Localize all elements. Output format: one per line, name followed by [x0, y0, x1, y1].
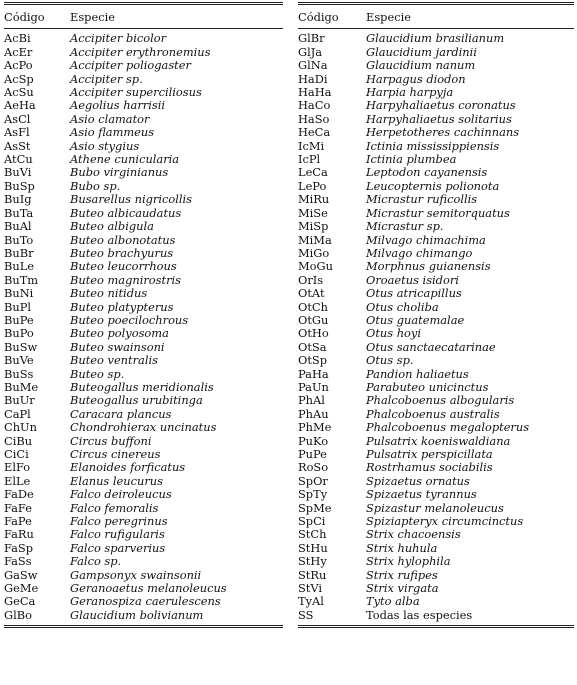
species-cell: Asio clamator — [70, 111, 150, 126]
species-cell: Harpagus diodon — [366, 71, 466, 86]
table-row — [4, 99, 283, 112]
code-cell: MiRu — [298, 192, 330, 207]
table-row — [4, 595, 283, 608]
species-cell: Leptodon cayanensis — [366, 165, 488, 180]
species-cell: Accipiter poliogaster — [70, 58, 191, 73]
table-row — [298, 381, 574, 394]
species-cell: Gampsonyx swainsonii — [70, 567, 202, 582]
code-cell: GaSw — [4, 567, 38, 582]
code-cell: FaSs — [4, 554, 32, 569]
code-cell: BuUr — [4, 393, 35, 408]
species-table-left — [4, 2, 283, 628]
species-cell: Glaucidium bolivianum — [70, 609, 283, 627]
code-cell: BuNi — [4, 286, 34, 301]
code-cell: BuSs — [4, 366, 34, 381]
species-cell: Pulsatrix koeniswaldiana — [366, 433, 511, 448]
code-cell: LePo — [298, 178, 327, 193]
code-cell: BuVe — [4, 353, 34, 368]
code-cell: HaCo — [298, 98, 331, 113]
table-row — [298, 354, 574, 367]
table-row — [4, 488, 283, 501]
species-cell: Buteo ventralis — [70, 353, 158, 368]
table-row — [4, 193, 283, 206]
code-cell: FaRu — [4, 527, 34, 542]
table-row — [4, 153, 283, 166]
table-row — [298, 394, 574, 407]
code-cell: BuSp — [4, 178, 35, 193]
table-row — [4, 126, 283, 139]
species-cell: Strix virgata — [366, 581, 439, 596]
species-cell: Spiziapteryx circumcinctus — [366, 514, 524, 529]
code-cell: SpCi — [298, 514, 326, 529]
table-row — [298, 488, 574, 501]
species-cell: Milvago chimachima — [366, 232, 486, 247]
header-code: Código — [4, 4, 70, 29]
code-cell: BuTo — [4, 232, 34, 247]
table-row — [4, 327, 283, 340]
species-cell: Glaucidium brasilianum — [366, 31, 505, 46]
species-cell: Accipiter superciliosus — [70, 85, 202, 100]
species-cell: Buteo poecilochrous — [70, 312, 189, 327]
table-row — [298, 193, 574, 206]
code-cell: PuKo — [298, 433, 329, 448]
code-cell: BuTa — [4, 205, 34, 220]
code-cell: StVi — [298, 581, 323, 596]
code-cell: HaHa — [298, 85, 332, 100]
species-cell: Buteo brachyurus — [70, 245, 174, 260]
table-row — [4, 341, 283, 354]
species-cell: Tyto alba — [366, 594, 420, 609]
species-cell: Spizaetus tyrannus — [366, 487, 477, 502]
species-cell: Bubo virginianus — [70, 165, 169, 180]
species-cell: Micrastur sp. — [366, 219, 444, 234]
code-cell: AsCl — [4, 111, 31, 126]
species-cell: Accipiter erythronemius — [70, 44, 211, 59]
code-cell: OtCh — [298, 299, 328, 314]
code-cell: BuPe — [4, 312, 34, 327]
code-cell: TyAl — [298, 594, 324, 609]
species-cell: Harpyhaliaetus solitarius — [366, 111, 512, 126]
table-row — [4, 287, 283, 300]
table-row — [298, 435, 574, 448]
species-cell: Micrastur ruficollis — [366, 192, 478, 207]
species-cell: Caracara plancus — [70, 406, 172, 421]
code-cell: AcBi — [4, 31, 31, 46]
species-cell: Buteo albicaudatus — [70, 205, 182, 220]
code-cell: FaDe — [4, 487, 34, 502]
code-cell: AcSu — [4, 85, 34, 100]
species-cell: Otus guatemalae — [366, 312, 465, 327]
code-cell: FaPe — [4, 514, 32, 529]
table-row — [4, 140, 283, 153]
species-cell: Geranoaetus melanoleucus — [70, 581, 227, 596]
table-row — [298, 220, 574, 233]
species-cell: Harpia harpyja — [366, 85, 454, 100]
table-row — [4, 448, 283, 461]
table-row — [298, 301, 574, 314]
table-row — [298, 29, 574, 46]
table-row — [298, 59, 574, 72]
table-row — [298, 46, 574, 59]
code-cell: CaPl — [4, 406, 31, 421]
species-cell: Chondrohierax uncinatus — [70, 420, 217, 435]
table-row — [4, 394, 283, 407]
code-cell: HeCa — [298, 125, 331, 140]
code-cell: BuSw — [4, 339, 38, 354]
species-cell: Pandion haliaetus — [366, 366, 469, 381]
table-row — [4, 528, 283, 541]
table-row — [4, 461, 283, 474]
species-cell: Rostrhamus sociabilis — [366, 460, 493, 475]
code-cell: BuVi — [4, 165, 32, 180]
code-cell: AcPo — [4, 58, 33, 73]
table-row — [298, 207, 574, 220]
species-cell: Falco rufigularis — [70, 527, 165, 542]
table-row — [298, 180, 574, 193]
table-row — [298, 99, 574, 112]
table-row — [4, 421, 283, 434]
table-row — [4, 274, 283, 287]
code-cell: SpTy — [298, 487, 328, 502]
table-row — [298, 515, 574, 528]
species-cell: Circus cinereus — [70, 447, 161, 461]
code-cell: CiBu — [4, 433, 33, 448]
table-row — [4, 73, 283, 86]
species-cell: Geranospiza caerulescens — [70, 594, 221, 609]
table-row — [298, 247, 574, 260]
code-cell: PaHa — [298, 366, 329, 381]
table-row — [298, 287, 574, 300]
species-cell: Circus buffoni — [70, 433, 152, 448]
species-cell: Asio flammeus — [70, 125, 155, 140]
table-row — [4, 29, 283, 46]
species-cell: Buteo albonotatus — [70, 232, 176, 247]
table-row — [298, 502, 574, 515]
table-row — [298, 234, 574, 247]
species-cell: Buteo swainsoni — [70, 339, 165, 354]
table-row — [4, 408, 283, 421]
table-row — [298, 126, 574, 139]
species-cell: Buteo leucorrhous — [70, 259, 177, 274]
species-cell: Falco peregrinus — [70, 514, 168, 529]
species-cell: Buteo sp. — [70, 366, 125, 381]
table-row — [298, 582, 574, 595]
species-cell: Aegolius harrisii — [70, 98, 165, 113]
species-cell: Otus choliba — [366, 299, 439, 314]
code-cell: OrIs — [298, 272, 324, 287]
species-cell: Strix hylophila — [366, 554, 451, 569]
code-cell: HaDi — [298, 71, 328, 86]
species-cell: Elanus leucurus — [70, 473, 163, 488]
code-cell: OtSa — [298, 339, 327, 354]
species-cell: Otus hoyi — [366, 326, 421, 341]
species-cell: Phalcoboenus australis — [366, 406, 500, 421]
species-cell: Falco sp. — [70, 554, 122, 569]
table-row — [4, 582, 283, 595]
species-cell: Herpetotheres cachinnans — [366, 125, 520, 140]
species-cell: Busarellus nigricollis — [70, 192, 192, 207]
code-cell: ChUn — [4, 420, 37, 435]
table-row — [4, 260, 283, 273]
table-row — [4, 609, 283, 627]
code-cell: MiSp — [298, 219, 329, 234]
code-cell: MiSe — [298, 205, 328, 220]
code-cell: IcPl — [298, 152, 321, 167]
table-row — [298, 153, 574, 166]
species-cell: Otus atricapillus — [366, 286, 462, 301]
code-cell: StCh — [298, 527, 327, 542]
species-cell: Buteo platypterus — [70, 299, 174, 314]
code-cell: ElLe — [4, 473, 31, 488]
table-row — [4, 555, 283, 568]
code-cell: PhAu — [298, 406, 329, 421]
table-row — [4, 86, 283, 99]
code-cell: SpOr — [298, 473, 328, 488]
table-row — [298, 140, 574, 153]
header-species: Especie — [366, 4, 574, 29]
table-row — [298, 86, 574, 99]
code-cell: MiMa — [298, 232, 332, 247]
code-cell: AtCu — [4, 152, 33, 167]
table-row — [298, 421, 574, 434]
species-cell: Oroaetus isidori — [366, 272, 459, 287]
species-cell: Falco deiroleucus — [70, 487, 172, 502]
species-cell: Ictinia mississippiensis — [366, 138, 500, 153]
table-row — [4, 475, 283, 488]
species-cell: Falco femoralis — [70, 500, 159, 515]
code-cell: GeCa — [4, 594, 36, 609]
code-cell: OtGu — [298, 312, 329, 327]
code-cell: OtHo — [298, 326, 329, 341]
table-row — [298, 408, 574, 421]
species-cell: Accipiter bicolor — [70, 31, 167, 46]
table-header-row — [298, 4, 574, 29]
table-row — [298, 461, 574, 474]
species-cell: Micrastur semitorquatus — [366, 205, 510, 220]
table-row — [4, 59, 283, 72]
table-row — [4, 113, 283, 126]
code-cell: CiCi — [4, 447, 29, 461]
table-row — [298, 73, 574, 86]
code-cell: StHu — [298, 540, 328, 555]
code-cell: AsSt — [4, 138, 31, 153]
species-cell: Milvago chimango — [366, 245, 473, 260]
code-cell: PhAl — [298, 393, 325, 408]
species-cell: Phalcoboenus megalopterus — [366, 420, 530, 435]
code-cell: BuPo — [4, 326, 34, 341]
species-cell: Buteo albigula — [70, 219, 154, 234]
table-row — [298, 113, 574, 126]
table-header-row — [4, 4, 283, 29]
code-cell: StRu — [298, 567, 327, 582]
species-cell: Bubo sp. — [70, 178, 121, 193]
table-row — [298, 475, 574, 488]
species-cell: Buteo polyosoma — [70, 326, 169, 341]
species-cell: Phalcoboenus albogularis — [366, 393, 515, 408]
species-cell: Buteo magnirostris — [70, 272, 182, 287]
table-row — [298, 341, 574, 354]
species-cell: Buteogallus meridionalis — [70, 379, 214, 394]
code-cell: BuTm — [4, 272, 39, 287]
table-row — [4, 301, 283, 314]
code-cell: MiGo — [298, 245, 330, 260]
species-cell: Todas las especies — [366, 609, 574, 627]
code-cell: AsFl — [4, 125, 30, 140]
table-row — [4, 502, 283, 515]
table-row — [4, 569, 283, 582]
code-cell: AcEr — [4, 44, 33, 59]
species-cell: Spizastur melanoleucus — [366, 500, 504, 515]
species-cell: Strix chacoensis — [366, 527, 461, 542]
code-cell: GlNa — [298, 58, 328, 73]
species-cell: Buteo nitidus — [70, 286, 148, 301]
code-cell: BuAl — [4, 219, 32, 234]
table-row — [4, 314, 283, 327]
code-cell: AeHa — [4, 98, 36, 113]
species-cell: Glaucidium jardinii — [366, 44, 477, 59]
species-cell: Buteogallus urubitinga — [70, 393, 203, 408]
species-cell: Ictinia plumbea — [366, 152, 457, 167]
species-cell: Pulsatrix perspicillata — [366, 447, 493, 461]
table-row — [4, 166, 283, 179]
table-row — [298, 555, 574, 568]
code-cell: FaFe — [4, 500, 32, 515]
species-cell: Morphnus guianensis — [366, 259, 491, 274]
code-cell: PaUn — [298, 379, 329, 394]
table-row — [4, 247, 283, 260]
table-row — [298, 595, 574, 608]
table-body-left — [4, 29, 283, 627]
species-cell: Otus sp. — [366, 353, 414, 368]
table-row — [4, 435, 283, 448]
species-cell: Harpyhaliaetus coronatus — [366, 98, 516, 113]
species-cell: Strix rufipes — [366, 567, 438, 582]
code-cell: LeCa — [298, 165, 328, 180]
code-cell: GlJa — [298, 44, 323, 59]
table-row — [4, 234, 283, 247]
table-row — [4, 381, 283, 394]
code-cell: OtSp — [298, 353, 328, 368]
table-row — [4, 180, 283, 193]
species-cell: Asio stygius — [70, 138, 140, 153]
code-cell: MoGu — [298, 259, 333, 274]
code-cell: BuPl — [4, 299, 32, 314]
species-cell: Parabuteo unicinctus — [366, 379, 489, 394]
table-row — [298, 166, 574, 179]
species-cell: Spizaetus ornatus — [366, 473, 470, 488]
table-row — [298, 528, 574, 541]
code-cell: OtAt — [298, 286, 325, 301]
code-cell: AcSp — [4, 71, 34, 86]
code-cell: GeMe — [4, 581, 39, 596]
code-cell: StHy — [298, 554, 327, 569]
species-cell: Glaucidium nanum — [366, 58, 476, 73]
species-cell: Athene cunicularia — [70, 152, 180, 167]
code-cell: PhMe — [298, 420, 332, 435]
code-cell: ElFo — [4, 460, 31, 475]
table-row — [4, 515, 283, 528]
table-row — [4, 368, 283, 381]
table-row — [298, 569, 574, 582]
table-row — [298, 260, 574, 273]
code-cell: GlBo — [4, 609, 70, 627]
species-cell: Accipiter sp. — [70, 71, 143, 86]
code-cell: HaSo — [298, 111, 330, 126]
table-row — [298, 274, 574, 287]
table-body-right — [298, 29, 574, 627]
species-cell: Strix huhula — [366, 540, 438, 555]
table-row — [4, 207, 283, 220]
table-row — [298, 327, 574, 340]
table-row — [298, 448, 574, 461]
species-cell: Elanoides forficatus — [70, 460, 186, 475]
code-cell: BuMe — [4, 379, 39, 394]
code-cell: SpMe — [298, 500, 332, 515]
table-row — [298, 314, 574, 327]
code-cell: SS — [298, 609, 366, 627]
table-row — [298, 609, 574, 627]
species-cell: Leucopternis polionota — [366, 178, 500, 193]
header-code: Código — [298, 4, 366, 29]
code-cell: GlBr — [298, 31, 325, 46]
species-cell: Otus sanctaecatarinae — [366, 339, 496, 354]
code-cell: BuIg — [4, 192, 32, 207]
code-cell: BuLe — [4, 259, 35, 274]
species-cell: Falco sparverius — [70, 540, 166, 555]
table-row — [4, 220, 283, 233]
header-species: Especie — [70, 4, 283, 29]
table-row — [298, 542, 574, 555]
code-cell: FaSp — [4, 540, 34, 555]
species-table-right — [298, 2, 574, 628]
code-cell: IcMi — [298, 138, 325, 153]
table-row — [4, 354, 283, 367]
table-row — [4, 542, 283, 555]
code-cell: PuPe — [298, 447, 327, 461]
table-row — [4, 46, 283, 59]
code-cell: RoSo — [298, 460, 329, 475]
code-cell: BuBr — [4, 245, 34, 260]
table-row — [298, 368, 574, 381]
